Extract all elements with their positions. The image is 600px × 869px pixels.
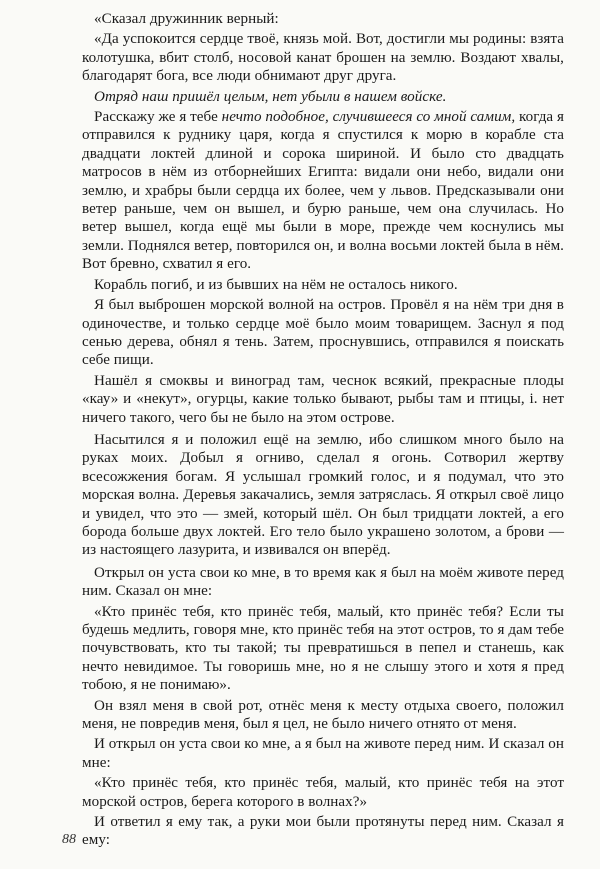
paragraph-5: Корабль погиб, и из бывших на нём не осталось никого. <box>94 276 458 293</box>
paragraph-6: Я был выброшен морской волной на остров. Провёл я на нём три дня в одиночестве, и только сердце моё было моим товарищем. Заснул я под сенью дерева, обнял я тень. Затем, проснувшись, отправился я поискать себе пищи. <box>82 297 564 369</box>
paragraph-11: Он взял меня в свой рот, отнёс меня к месту отдыха своего, положил меня, не повредив меня, был я цел, не было ничего отнято от меня. <box>82 697 564 733</box>
page-text <box>82 10 564 850</box>
paragraph-12: И открыл он уста свои ко мне, а я был на животе перед ним. И сказал он мне: <box>82 736 564 771</box>
paragraph-7: Нашёл я смоквы и виноград там, чеснок всякий, прекрасные плоды «кау» и «некут», огурцы, какие только бывают, рыбы там и птицы, і. нет ничего такого, чего бы не было на этом острове. <box>82 372 564 426</box>
paragraph-2: «Да успокоится сердце твоё, князь мой. Вот, достигли мы родины: взята колотушка, вбит столб, носовой канат брошен на землю. Воздают хвалы, благодарят бога, все люди обнимают друг друга. <box>82 31 564 85</box>
paragraph-3 <box>82 88 564 106</box>
paragraph-4-italic: нечто подобное, случившееся со мной самим, <box>221 109 516 126</box>
paragraph-13: «Кто принёс тебя, кто принёс тебя, малый, кто принёс тебя на этот морской остров, берега которого в волнах?» <box>82 775 564 810</box>
paragraph-1: «Сказал дружинник верный: <box>94 11 279 27</box>
paragraph-9: Открыл он уста свои ко мне, в то время как я был на моём животе перед ним. Сказал он мне: <box>82 564 564 600</box>
paragraph-14: И ответил я ему так, а руки мои были протянуты перед ним. Сказал я ему: <box>82 814 564 849</box>
paragraph-4-end: когда я отправился к руднику царя, когда я спустился к морю в корабле ста двадцати локтей длиной и сорока шириной. И было сто двадцать матросов в нём из отборнейших Египта: видали они небо, видали они землю, и храбры были сердца их более, чем у львов. Предсказывали они ветер раньше, чем он вышел, и бурю раньше, чем она случилась. Но ветер вышел, когда ещё мы были в море, прежде чем коснулись мы земли. Поднялся ветер, повторился он, и волна восьми локтей была в нём. Вот бревно, схватил я его. <box>82 109 564 273</box>
paragraph-3-text: Отряд наш пришёл целым, нет убыли в нашем войске. <box>94 88 447 105</box>
paragraph-10: «Кто принёс тебя, кто принёс тебя, малый, кто принёс тебя? Если ты будешь медлить, говоря мне, кто принёс тебя на этот остров, то я дам тебе почувствовать, кто ты такой; ты превратишься в пепел и станешь, как нечто невидимое. Ты говоришь мне, но я не слышу этого и хотя я пред тобою, я не понимаю». <box>82 603 564 694</box>
paragraph-8: Насытился я и положил ещё на землю, ибо слишком много было на руках моих. Добыл я огниво, сделал я огонь. Сотворил жертву всесожжения богам. Я услышал громкий голос, и я подумал, что это морская волна. Деревья закачались, земля затряслась. Я открыл своё лицо и увидел, что это — змей, который шёл. Он был тридцати локтей, а его борода больше двух локтей. Его тело было украшено золотом, а брови — из настоящего лазурита, и извивался он вперёд. <box>82 431 564 559</box>
paragraph-4 <box>82 108 564 274</box>
page-number: 88 <box>62 832 76 847</box>
paragraph-4-start: Расскажу же я тебе <box>94 109 222 126</box>
